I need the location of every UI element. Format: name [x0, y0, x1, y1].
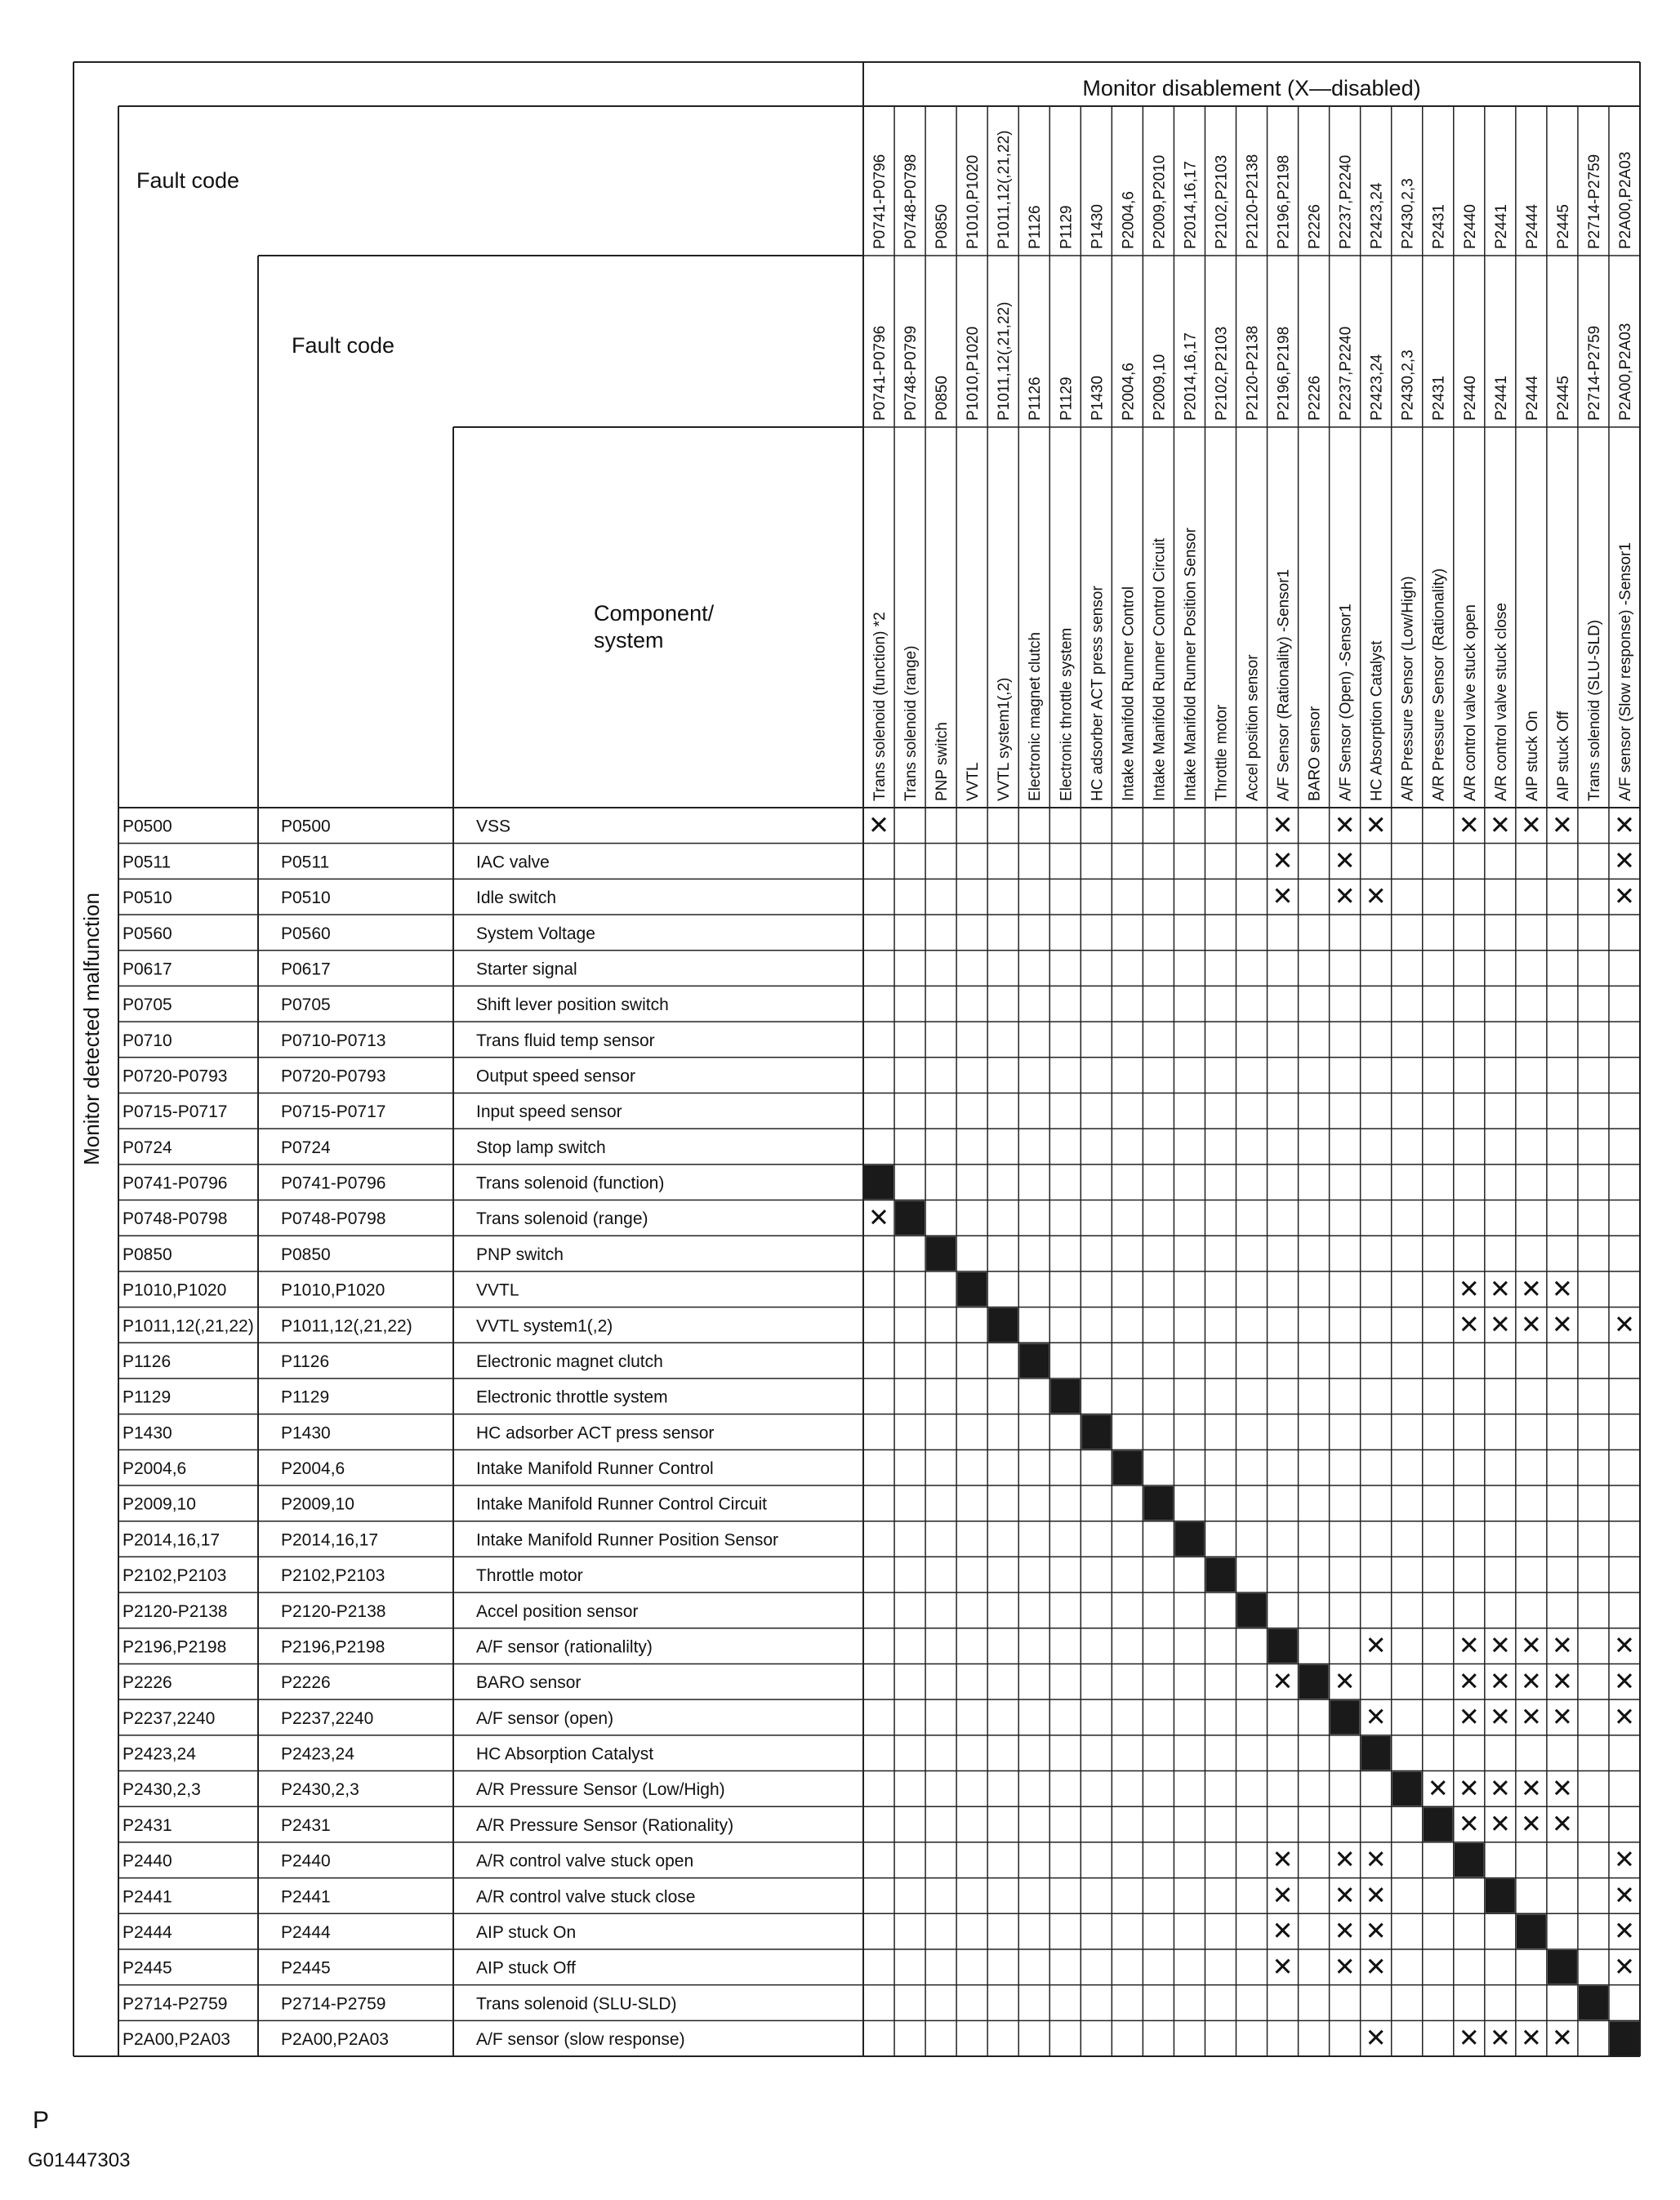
- column-component: VVTL: [965, 762, 983, 801]
- disabled-mark: ✕: [1334, 882, 1356, 912]
- column-fault-code-1: P2120-P2138: [1244, 154, 1262, 249]
- diagonal-self-cell: [957, 1272, 987, 1307]
- row-axis-label: Monitor detected malfunction: [79, 893, 104, 1165]
- row-component: Intake Manifold Runner Position Sensor: [476, 1530, 779, 1550]
- disabled-mark: ✕: [1365, 1702, 1387, 1732]
- row-fault-code-1: P2714-P2759: [123, 1994, 228, 2014]
- row-fault-code-1: P2004,6: [123, 1459, 187, 1479]
- footer-figure-id: G01447303: [28, 2149, 131, 2171]
- column-component: Electronic magnet clutch: [1027, 632, 1045, 801]
- column-fault-code-2: P2014,16,17: [1182, 332, 1200, 421]
- row-fault-code-1: P1011,12(,21,22): [123, 1316, 254, 1336]
- column-fault-code-2: P1430: [1089, 376, 1107, 421]
- disabled-mark: ✕: [1613, 846, 1635, 876]
- row-fault-code-2: P0510: [281, 888, 331, 908]
- column-fault-code-1: P2226: [1306, 204, 1324, 249]
- disabled-mark: ✕: [1613, 1667, 1635, 1697]
- row-fault-code-1: P0705: [123, 995, 172, 1015]
- disabled-mark: ✕: [1613, 1702, 1635, 1732]
- row-fault-code-1: P0511: [123, 853, 172, 872]
- row-fault-code-2: P2004,6: [281, 1459, 345, 1479]
- row-fault-code-1: P2014,16,17: [123, 1530, 221, 1550]
- disabled-mark: ✕: [1458, 810, 1480, 840]
- disabled-mark: ✕: [1551, 1667, 1573, 1697]
- row-fault-code-2: P2714-P2759: [281, 1994, 386, 2014]
- row-component: Intake Manifold Runner Control Circuit: [476, 1494, 767, 1514]
- diagonal-self-cell: [1517, 1914, 1546, 1948]
- row-fault-code-1: P0500: [123, 817, 172, 836]
- disabled-mark: ✕: [1489, 1631, 1511, 1661]
- row-component: Trans solenoid (function): [476, 1173, 665, 1193]
- row-fault-code-2: P2009,10: [281, 1494, 354, 1514]
- disabled-mark: ✕: [1365, 1881, 1387, 1911]
- disabled-mark: ✕: [1613, 1310, 1635, 1340]
- disabled-mark: ✕: [1520, 1667, 1542, 1697]
- column-fault-code-2: P1011,12(,21,22): [996, 301, 1014, 421]
- disabled-mark: ✕: [1458, 1702, 1480, 1732]
- column-component: A/R Pressure Sensor (Low/High): [1399, 576, 1417, 801]
- row-fault-code-1: P0710: [123, 1031, 172, 1050]
- row-component: Electronic throttle system: [476, 1387, 668, 1407]
- disabled-mark: ✕: [1613, 1845, 1635, 1875]
- column-component: BARO sensor: [1306, 706, 1324, 801]
- row-component: A/F sensor (rationalilty): [476, 1637, 653, 1657]
- column-fault-code-2: P2226: [1306, 376, 1324, 421]
- disabled-mark: ✕: [1489, 1274, 1511, 1304]
- row-fault-code-2: P2102,P2103: [281, 1566, 385, 1586]
- disabled-mark: ✕: [1272, 882, 1294, 912]
- disabled-mark: ✕: [1489, 1702, 1511, 1732]
- row-fault-code-2: P0560: [281, 924, 331, 943]
- diagonal-self-cell: [1610, 2021, 1639, 2055]
- column-fault-code-2: P2431: [1430, 376, 1448, 421]
- disabled-mark: ✕: [1334, 1917, 1356, 1947]
- row-component: Stop lamp switch: [476, 1138, 606, 1157]
- column-component: A/R Pressure Sensor (Rationality): [1430, 568, 1448, 801]
- row-component: Input speed sensor: [476, 1102, 622, 1122]
- row-component: VVTL system1(,2): [476, 1316, 613, 1336]
- diagonal-self-cell: [1050, 1379, 1080, 1414]
- column-fault-code-1: P2004,6: [1120, 191, 1138, 249]
- column-fault-code-1: P2431: [1430, 204, 1448, 249]
- column-fault-code-2: P2714-P2759: [1585, 325, 1603, 421]
- row-fault-code-2: P2237,2240: [281, 1708, 374, 1728]
- column-component: Throttle motor: [1213, 704, 1231, 801]
- row-fault-code-1: P1129: [123, 1387, 172, 1407]
- footer-letter: P: [33, 2107, 50, 2134]
- column-component: Intake Manifold Runner Position Sensor: [1182, 528, 1200, 801]
- row-fault-code-2: P1011,12(,21,22): [281, 1316, 412, 1336]
- row-component: A/F sensor (slow response): [476, 2030, 685, 2050]
- disabled-mark: ✕: [1272, 1845, 1294, 1875]
- column-fault-code-2: P1129: [1058, 376, 1076, 421]
- header-component-line-1: Component/: [594, 601, 715, 626]
- disabled-mark: ✕: [1520, 1810, 1542, 1840]
- disabled-mark: ✕: [1489, 1667, 1511, 1697]
- row-fault-code-1: P0748-P0798: [123, 1209, 228, 1229]
- row-fault-code-2: P0617: [281, 960, 331, 979]
- diagonal-self-cell: [1112, 1450, 1142, 1485]
- diagonal-self-cell: [1268, 1629, 1298, 1663]
- disabled-mark: ✕: [1551, 2024, 1573, 2054]
- row-fault-code-1: P2444: [123, 1922, 172, 1942]
- disabled-mark: ✕: [1334, 1667, 1356, 1697]
- disabled-mark: ✕: [1613, 882, 1635, 912]
- disabled-mark: ✕: [1365, 810, 1387, 840]
- diagonal-self-cell: [1081, 1415, 1111, 1450]
- header-fault-code-1: Fault code: [136, 168, 240, 193]
- column-fault-code-1: P0850: [934, 204, 951, 249]
- column-component: Electronic throttle system: [1058, 627, 1076, 801]
- column-fault-code-1: P1129: [1058, 205, 1076, 249]
- column-component: Intake Manifold Runner Control Circuit: [1151, 537, 1169, 801]
- row-fault-code-2: P2014,16,17: [281, 1530, 379, 1550]
- disabled-mark: ✕: [1334, 1845, 1356, 1875]
- disabled-mark: ✕: [1520, 1310, 1542, 1340]
- row-fault-code-2: P0720-P0793: [281, 1067, 386, 1086]
- column-fault-code-2: P2120-P2138: [1244, 325, 1262, 421]
- diagonal-self-cell: [1299, 1664, 1329, 1699]
- column-component: HC Absorption Catalyst: [1368, 640, 1386, 801]
- disabled-mark: ✕: [1458, 2024, 1480, 2054]
- column-fault-code-1: P2196,P2198: [1275, 154, 1293, 249]
- row-fault-code-1: P2196,P2198: [123, 1637, 227, 1657]
- row-fault-code-2: P0741-P0796: [281, 1173, 386, 1193]
- column-fault-code-2: P2237,P2240: [1337, 326, 1355, 421]
- row-component: AIP stuck Off: [476, 1958, 576, 1978]
- column-fault-code-1: P2102,P2103: [1213, 154, 1231, 249]
- disabled-mark: ✕: [1613, 1952, 1635, 1982]
- row-fault-code-2: P2423,24: [281, 1744, 354, 1764]
- column-fault-code-2: P2444: [1523, 376, 1541, 421]
- row-fault-code-1: P2430,2,3: [123, 1780, 201, 1800]
- row-component: IAC valve: [476, 853, 550, 872]
- diagonal-self-cell: [1205, 1557, 1235, 1592]
- row-fault-code-2: P1010,P1020: [281, 1280, 385, 1300]
- disabled-mark: ✕: [1551, 1310, 1573, 1340]
- column-component: AIP stuck Off: [1554, 710, 1572, 801]
- disabled-mark: ✕: [1551, 1702, 1573, 1732]
- disabled-mark: ✕: [1520, 2024, 1542, 2054]
- disabled-mark: ✕: [1334, 810, 1356, 840]
- row-fault-code-2: P2226: [281, 1673, 331, 1693]
- diagonal-self-cell: [1393, 1772, 1422, 1806]
- column-fault-code-1: P2009,P2010: [1151, 154, 1169, 249]
- diagonal-self-cell: [895, 1201, 925, 1236]
- diagonal-self-cell: [1548, 1950, 1577, 1984]
- disabled-mark: ✕: [1551, 1631, 1573, 1661]
- column-fault-code-2: P2423,24: [1368, 354, 1386, 421]
- row-component: Intake Manifold Runner Control: [476, 1459, 714, 1479]
- row-fault-code-1: P2226: [123, 1673, 172, 1693]
- column-component: A/F Sensor (Open) -Sensor1: [1337, 603, 1355, 801]
- row-fault-code-1: P2440: [123, 1851, 172, 1871]
- row-fault-code-2: P2A00,P2A03: [281, 2030, 389, 2050]
- row-fault-code-1: P1010,P1020: [123, 1280, 227, 1300]
- diagonal-self-cell: [988, 1308, 1018, 1343]
- row-fault-code-1: P0510: [123, 888, 172, 908]
- column-component: Accel position sensor: [1244, 654, 1262, 801]
- row-component: System Voltage: [476, 924, 595, 943]
- row-fault-code-1: P1430: [123, 1423, 172, 1443]
- diagonal-self-cell: [1019, 1343, 1049, 1378]
- column-fault-code-2: P2440: [1461, 376, 1479, 421]
- disabled-mark: ✕: [1551, 1810, 1573, 1840]
- row-fault-code-2: P1126: [281, 1352, 330, 1371]
- column-component: A/F Sensor (Rationality) -Sensor1: [1275, 568, 1293, 801]
- row-fault-code-1: P2445: [123, 1958, 172, 1978]
- disabled-mark: ✕: [1272, 1881, 1294, 1911]
- disabled-mark: ✕: [1551, 810, 1573, 840]
- column-fault-code-2: P1126: [1027, 376, 1045, 421]
- row-component: Idle switch: [476, 888, 557, 908]
- column-fault-code-2: P2004,6: [1120, 363, 1138, 421]
- disabled-mark: ✕: [1272, 846, 1294, 876]
- column-fault-code-2: P2430,2,3: [1399, 350, 1417, 421]
- diagonal-self-cell: [1361, 1736, 1391, 1770]
- column-fault-code-1: P0741-P0796: [871, 154, 889, 249]
- column-component: Intake Manifold Runner Control: [1120, 586, 1138, 801]
- disabled-mark: ✕: [1489, 1774, 1511, 1804]
- row-component: A/R control valve stuck close: [476, 1887, 696, 1907]
- column-fault-code-2: P1010,P1020: [965, 326, 983, 421]
- diagonal-self-cell: [926, 1236, 956, 1271]
- column-fault-code-2: P2009,10: [1151, 354, 1169, 421]
- row-fault-code-2: P2445: [281, 1958, 331, 1978]
- disabled-mark: ✕: [1458, 1310, 1480, 1340]
- diagonal-self-cell: [1486, 1879, 1515, 1913]
- disabled-mark: ✕: [1334, 846, 1356, 876]
- row-component: HC adsorber ACT press sensor: [476, 1423, 715, 1443]
- column-fault-code-1: P1011,12(,21,22): [996, 130, 1014, 249]
- column-component: Trans solenoid (function) *2: [871, 612, 889, 801]
- disabled-mark: ✕: [1272, 1917, 1294, 1947]
- row-fault-code-1: P2431: [123, 1815, 172, 1835]
- column-fault-code-2: P2102,P2103: [1213, 326, 1231, 421]
- diagonal-self-cell: [1143, 1486, 1173, 1521]
- row-fault-code-2: P0748-P0798: [281, 1209, 386, 1229]
- disabled-mark: ✕: [1551, 1774, 1573, 1804]
- disabled-mark: ✕: [1334, 1881, 1356, 1911]
- disabled-mark: ✕: [1365, 1917, 1387, 1947]
- column-fault-code-1: P2014,16,17: [1182, 161, 1200, 249]
- row-fault-code-2: P1129: [281, 1387, 330, 1407]
- column-fault-code-1: P1430: [1089, 204, 1107, 249]
- diagonal-self-cell: [1455, 1843, 1484, 1877]
- row-component: Throttle motor: [476, 1566, 583, 1586]
- row-fault-code-1: P2009,10: [123, 1494, 196, 1514]
- row-component: VSS: [476, 817, 511, 836]
- column-fault-code-2: P2A00,P2A03: [1616, 323, 1634, 421]
- disabled-mark: ✕: [1489, 1810, 1511, 1840]
- column-component: AIP stuck On: [1523, 710, 1541, 801]
- column-fault-code-1: P1126: [1027, 205, 1045, 249]
- row-fault-code-1: P2441: [123, 1887, 172, 1907]
- column-fault-code-1: P2440: [1461, 204, 1479, 249]
- row-fault-code-2: P0715-P0717: [281, 1102, 386, 1122]
- row-component: Output speed sensor: [476, 1067, 635, 1086]
- row-fault-code-1: P0617: [123, 960, 172, 979]
- disabled-mark: ✕: [1427, 1774, 1449, 1804]
- disabled-mark: ✕: [1613, 810, 1635, 840]
- disabled-mark: ✕: [1365, 2024, 1387, 2054]
- column-fault-code-1: P2423,24: [1368, 182, 1386, 249]
- disabled-mark: ✕: [1458, 1274, 1480, 1304]
- disabled-mark: ✕: [1489, 1310, 1511, 1340]
- column-fault-code-1: P2445: [1554, 204, 1572, 249]
- disabled-mark: ✕: [1520, 1774, 1542, 1804]
- row-fault-code-2: P2440: [281, 1851, 331, 1871]
- row-fault-code-2: P2431: [281, 1815, 331, 1835]
- column-fault-code-1: P2430,2,3: [1399, 178, 1417, 249]
- row-fault-code-1: P0850: [123, 1245, 172, 1264]
- column-fault-code-2: P0850: [934, 376, 951, 421]
- column-component: A/R control valve stuck open: [1461, 604, 1479, 801]
- column-fault-code-1: P2714-P2759: [1585, 154, 1603, 249]
- column-fault-code-1: P2A00,P2A03: [1616, 151, 1634, 249]
- row-fault-code-2: P2430,2,3: [281, 1780, 359, 1800]
- row-component: PNP switch: [476, 1245, 564, 1264]
- disabled-mark: ✕: [868, 810, 890, 840]
- row-fault-code-2: P0850: [281, 1245, 331, 1264]
- row-component: HC Absorption Catalyst: [476, 1744, 654, 1764]
- disabled-mark: ✕: [1458, 1667, 1480, 1697]
- row-fault-code-2: P0511: [281, 853, 330, 872]
- column-fault-code-2: P0748-P0799: [902, 325, 920, 421]
- disabled-mark: ✕: [1613, 1917, 1635, 1947]
- column-fault-code-1: P2444: [1523, 204, 1541, 249]
- column-component: HC adsorber ACT press sensor: [1089, 586, 1107, 801]
- row-fault-code-2: P0705: [281, 995, 331, 1015]
- diagonal-self-cell: [864, 1165, 893, 1200]
- row-component: AIP stuck On: [476, 1922, 577, 1942]
- disabled-mark: ✕: [1551, 1274, 1573, 1304]
- header-fault-code-2: Fault code: [292, 333, 395, 358]
- row-component: A/R Pressure Sensor (Rationality): [476, 1815, 734, 1835]
- disabled-mark: ✕: [1489, 810, 1511, 840]
- diagonal-self-cell: [1330, 1700, 1360, 1735]
- diagonal-self-cell: [1424, 1807, 1453, 1841]
- column-component: A/F sensor (Slow response) -Sensor1: [1616, 542, 1634, 801]
- disabled-mark: ✕: [1520, 1631, 1542, 1661]
- row-fault-code-1: P0724: [123, 1138, 172, 1157]
- disabled-mark: ✕: [1458, 1774, 1480, 1804]
- row-fault-code-1: P2237,2240: [123, 1708, 216, 1728]
- row-component: Starter signal: [476, 960, 577, 979]
- disabled-mark: ✕: [1365, 882, 1387, 912]
- disabled-mark: ✕: [1272, 810, 1294, 840]
- disabled-mark: ✕: [1272, 1667, 1294, 1697]
- disabled-mark: ✕: [1520, 1274, 1542, 1304]
- row-fault-code-2: P0724: [281, 1138, 331, 1157]
- column-fault-code-2: P2441: [1492, 376, 1510, 421]
- row-component: Accel position sensor: [476, 1601, 639, 1621]
- row-component: BARO sensor: [476, 1673, 582, 1693]
- column-component: PNP switch: [934, 722, 951, 801]
- disabled-mark: ✕: [1272, 1952, 1294, 1982]
- row-fault-code-1: P0720-P0793: [123, 1067, 228, 1086]
- disabled-mark: ✕: [1613, 1881, 1635, 1911]
- row-fault-code-1: P0741-P0796: [123, 1173, 228, 1193]
- row-fault-code-2: P2441: [281, 1887, 331, 1907]
- column-fault-code-2: P2196,P2198: [1275, 326, 1293, 421]
- column-fault-code-2: P0741-P0796: [871, 325, 889, 421]
- row-fault-code-2: P1430: [281, 1423, 331, 1443]
- row-component: A/R Pressure Sensor (Low/High): [476, 1780, 725, 1800]
- disabled-mark: ✕: [1334, 1952, 1356, 1982]
- disabled-mark: ✕: [1458, 1631, 1480, 1661]
- row-fault-code-1: P0560: [123, 924, 172, 943]
- row-component: Shift lever position switch: [476, 995, 669, 1015]
- column-component: Trans solenoid (SLU-SLD): [1585, 619, 1603, 801]
- column-fault-code-1: P0748-P0798: [902, 154, 920, 249]
- row-fault-code-2: P0710-P0713: [281, 1031, 386, 1050]
- matrix-title: Monitor disablement (X—disabled): [1082, 76, 1421, 100]
- disabled-mark: ✕: [1458, 1810, 1480, 1840]
- column-component: VVTL system1(,2): [996, 677, 1014, 801]
- row-component: Electronic magnet clutch: [476, 1352, 663, 1371]
- column-fault-code-1: P2441: [1492, 204, 1510, 249]
- row-fault-code-2: P0500: [281, 817, 331, 836]
- disabled-mark: ✕: [1365, 1631, 1387, 1661]
- row-component: Trans solenoid (SLU-SLD): [476, 1994, 677, 2014]
- row-fault-code-1: P2423,24: [123, 1744, 196, 1764]
- row-component: A/F sensor (open): [476, 1708, 614, 1728]
- disabled-mark: ✕: [868, 1203, 890, 1233]
- diagonal-self-cell: [1237, 1593, 1266, 1628]
- column-fault-code-1: P2237,P2240: [1337, 154, 1355, 249]
- row-component: Trans solenoid (range): [476, 1209, 648, 1229]
- row-component: A/R control valve stuck open: [476, 1851, 694, 1871]
- disabled-mark: ✕: [1520, 1702, 1542, 1732]
- row-fault-code-2: P2120-P2138: [281, 1601, 386, 1621]
- row-component: Trans fluid temp sensor: [476, 1031, 655, 1050]
- row-component: VVTL: [476, 1280, 519, 1300]
- row-fault-code-1: P0715-P0717: [123, 1102, 228, 1122]
- diagonal-self-cell: [1174, 1522, 1204, 1556]
- disabled-mark: ✕: [1520, 810, 1542, 840]
- header-component-line-2: system: [594, 628, 664, 652]
- row-fault-code-1: P2120-P2138: [123, 1601, 228, 1621]
- diagonal-self-cell: [1579, 1986, 1608, 2020]
- disabled-mark: ✕: [1489, 2024, 1511, 2054]
- column-fault-code-1: P1010,P1020: [965, 154, 983, 249]
- column-component: Trans solenoid (range): [902, 645, 920, 801]
- row-fault-code-1: P1126: [123, 1352, 172, 1371]
- column-component: A/R control valve stuck close: [1492, 603, 1510, 801]
- row-fault-code-1: P2A00,P2A03: [123, 2030, 230, 2050]
- column-fault-code-2: P2445: [1554, 376, 1572, 421]
- row-fault-code-1: P2102,P2103: [123, 1566, 227, 1586]
- row-fault-code-2: P2196,P2198: [281, 1637, 385, 1657]
- disabled-mark: ✕: [1613, 1631, 1635, 1661]
- disabled-mark: ✕: [1365, 1952, 1387, 1982]
- disabled-mark: ✕: [1365, 1845, 1387, 1875]
- row-fault-code-2: P2444: [281, 1922, 331, 1942]
